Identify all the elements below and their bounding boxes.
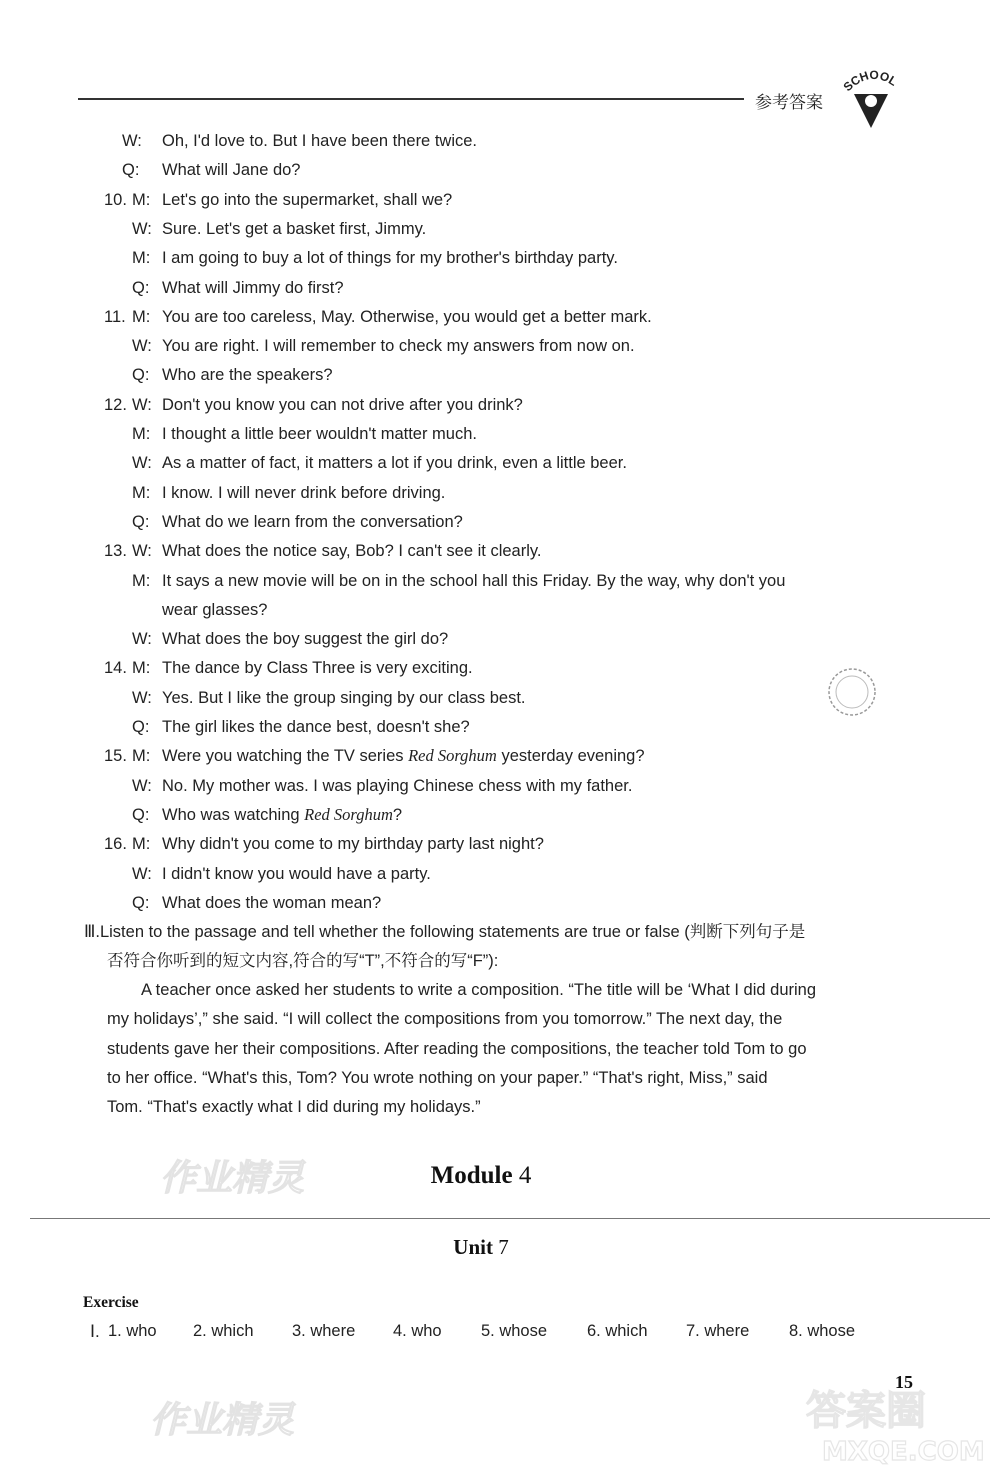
dialog-number: 11.: [104, 307, 126, 326]
dialog-line: [162, 423, 477, 445]
dialog-line: [162, 687, 526, 709]
dialog-line: [162, 657, 473, 679]
dialog-text: As a matter of fact, it matters a lot if you drink, even a little beer.: [162, 454, 627, 473]
module-label: Module: [430, 1162, 513, 1189]
speaker-label: W:: [132, 219, 152, 238]
dialog-text: What does the boy suggest the girl do?: [162, 630, 449, 649]
speaker-label: Q:: [122, 161, 140, 180]
dialog-text: You are right. I will remember to check my answers from now on.: [162, 337, 635, 356]
dialog-line: [162, 863, 431, 885]
exercise-answer: 1. who: [108, 1322, 157, 1340]
dialog-line: [162, 628, 448, 650]
section-3-instruction: [84, 921, 805, 943]
dialog-text: Sure. Let's get a basket first, Jimmy.: [162, 219, 427, 238]
speaker-label: W:: [132, 776, 152, 795]
dialog-text: Who are the speakers?: [162, 366, 333, 385]
dialog-text: What does the woman mean?: [162, 893, 382, 912]
dialog-number: 16.: [104, 835, 127, 854]
dialog-text: Don't you know you can not drive after you drink?: [162, 395, 523, 414]
speaker-label: M:: [132, 483, 151, 502]
header-title: 参考答案: [755, 93, 823, 112]
header-rule: [78, 98, 744, 100]
section-3-roman: Ⅲ.: [84, 923, 100, 941]
dialog-line: [162, 540, 541, 562]
dialog-text: Why didn't you come to my birthday party last night?: [162, 835, 544, 854]
dialog-text: Let's go into the supermarket, shall we?: [162, 190, 453, 209]
exercise-answer: 4. who: [393, 1322, 442, 1340]
speaker-label: M:: [132, 659, 151, 678]
exercise-answer: 7. where: [686, 1322, 750, 1340]
section-3-instruction-line-2: 否符合你听到的短文内容,符合的写“T”,不符合的写“F”):: [107, 952, 499, 970]
exercise-answer: 5. whose: [481, 1322, 548, 1340]
dialog-text-after: ?: [392, 805, 403, 824]
dialog-line: [162, 130, 477, 152]
dialog-text: What does the notice say, Bob? I can't see it clearly.: [162, 542, 542, 561]
passage-line: A teacher once asked her students to write a composition. “The title will be ‘What I did during: [141, 981, 817, 999]
dialog-number: 14.: [104, 659, 127, 678]
speaker-label: Q:: [132, 366, 150, 385]
speaker-label: W:: [132, 864, 152, 883]
dialog-line: [162, 511, 463, 533]
dialog-text: What will Jimmy do first?: [162, 278, 344, 297]
passage-line: my holidays’,” she said. “I will collect the compositions from you tomorrow.” The next day, the: [107, 1010, 783, 1029]
dialog-line: [162, 306, 652, 328]
dialog-line: [162, 277, 344, 299]
watermark-text-bottom: 作业精灵: [150, 1399, 295, 1441]
dialog-text: Who was watching: [162, 805, 305, 824]
passage-line: students gave her their compositions. After reading the compositions, the teacher told Tom to go: [107, 1039, 807, 1058]
speaker-label: M:: [132, 425, 151, 443]
dialog-text-after: yesterday evening?: [496, 747, 645, 766]
site-watermark-url: MXQE.COM: [822, 1437, 985, 1466]
logo-text: SCHOOL: [840, 70, 900, 95]
dialog-text: It says a new movie will be on in the school hall this Friday. By the way, why don't you: [162, 571, 786, 590]
dialog-line: [162, 452, 627, 474]
dialog-line: [162, 482, 445, 504]
module-number: 4: [518, 1162, 532, 1189]
section-3-instruction-line-1: Listen to the passage and tell whether the following statements are true or false (判断下列句子是: [99, 923, 806, 941]
exercise-heading: Exercise: [83, 1294, 139, 1311]
unit-label: Unit: [453, 1235, 493, 1259]
exercise-answer: 3. where: [292, 1322, 356, 1340]
dialog-line: [162, 775, 632, 797]
dialog-number: 12.: [104, 395, 127, 414]
speaker-label: M:: [132, 835, 151, 854]
school-logo-icon: [838, 70, 904, 132]
speaker-label: M:: [132, 249, 151, 268]
speaker-label: W:: [132, 542, 152, 561]
dialog-text: No. My mother was. I was playing Chinese chess with my father.: [162, 776, 633, 795]
speaker-label: Q:: [132, 278, 150, 297]
speaker-label: W:: [132, 337, 152, 356]
speaker-label: M:: [132, 190, 151, 209]
exercise-answer: 2. which: [193, 1322, 254, 1340]
dialog-line: [162, 804, 402, 826]
speaker-label: Q:: [132, 512, 150, 531]
dialog-line: [162, 159, 301, 181]
italic-title: Red Sorghum: [408, 746, 497, 766]
dialog-text: What do we learn from the conversation?: [162, 512, 463, 531]
speaker-label: W:: [122, 132, 142, 150]
dialog-line: [162, 570, 785, 592]
site-watermark-title: 答案圈: [806, 1388, 926, 1434]
speaker-label: W:: [132, 688, 152, 707]
dialog-number: 10.: [104, 190, 127, 209]
dialog-text: The dance by Class Three is very exciting.: [162, 659, 473, 678]
exercise-answer: 8. whose: [789, 1322, 856, 1340]
dialog-text: The girl likes the dance best, doesn't she?: [162, 718, 470, 736]
dialog-line: [162, 745, 645, 767]
dialog-number: 15.: [104, 747, 127, 766]
passage-line: Tom. “That's exactly what I did during my holidays.”: [107, 1098, 481, 1117]
dialog-text: Were you watching the TV series: [162, 747, 409, 766]
speaker-label: M:: [132, 747, 151, 766]
dialog-number: 13.: [104, 542, 127, 561]
unit-number: 7: [498, 1235, 509, 1259]
speaker-label: M:: [132, 307, 151, 326]
section-divider: [30, 1218, 990, 1219]
speaker-label: M:: [132, 571, 151, 590]
speaker-label: Q:: [132, 805, 150, 824]
page-number: 15: [895, 1372, 913, 1392]
stamp-icon: [826, 666, 878, 718]
svg-text:SCHOOL: [841, 70, 900, 94]
exercise-answer: 6. which: [587, 1322, 648, 1340]
speaker-label: W:: [132, 630, 152, 649]
module-heading: [0, 1162, 962, 1190]
italic-title: Red Sorghum: [304, 804, 393, 824]
speaker-label: Q:: [132, 718, 150, 736]
unit-heading: [0, 1235, 962, 1260]
speaker-label: W:: [132, 454, 152, 473]
dialog-text: You are too careless, May. Otherwise, you would get a better mark.: [162, 307, 652, 326]
watermark-text: 作业精灵: [160, 1157, 305, 1199]
dialog-text: I didn't know you would have a party.: [162, 864, 431, 883]
dialog-line: [162, 189, 452, 211]
dialog-line: [162, 599, 267, 621]
passage-line: to her office. “What's this, Tom? You wrote nothing on your paper.” “That's right, Miss,” said: [107, 1068, 768, 1087]
dialog-line: [162, 892, 381, 914]
dialog-line: [162, 218, 426, 240]
dialog-line: [162, 833, 544, 855]
dialog-text: wear glasses?: [162, 600, 268, 619]
dialog-text: Yes. But I like the group singing by our class best.: [162, 688, 526, 707]
speaker-label: W:: [132, 395, 152, 414]
dialog-text: I am going to buy a lot of things for my brother's birthday party.: [162, 249, 618, 268]
dialog-line: [162, 716, 470, 738]
dialog-text: I know. I will never drink before driving.: [162, 483, 446, 502]
dialog-line: [162, 394, 523, 416]
dialog-line: [162, 247, 618, 269]
speaker-label: Q:: [132, 893, 150, 912]
dialog-line: [162, 364, 333, 386]
dialog-text: Oh, I'd love to. But I have been there twice.: [162, 132, 477, 150]
exercise-roman: Ⅰ.: [90, 1322, 100, 1341]
dialog-text: I thought a little beer wouldn't matter much.: [162, 425, 477, 443]
dialog-text: What will Jane do?: [162, 161, 301, 180]
dialog-line: [162, 335, 635, 357]
site-watermark: [802, 1380, 992, 1466]
